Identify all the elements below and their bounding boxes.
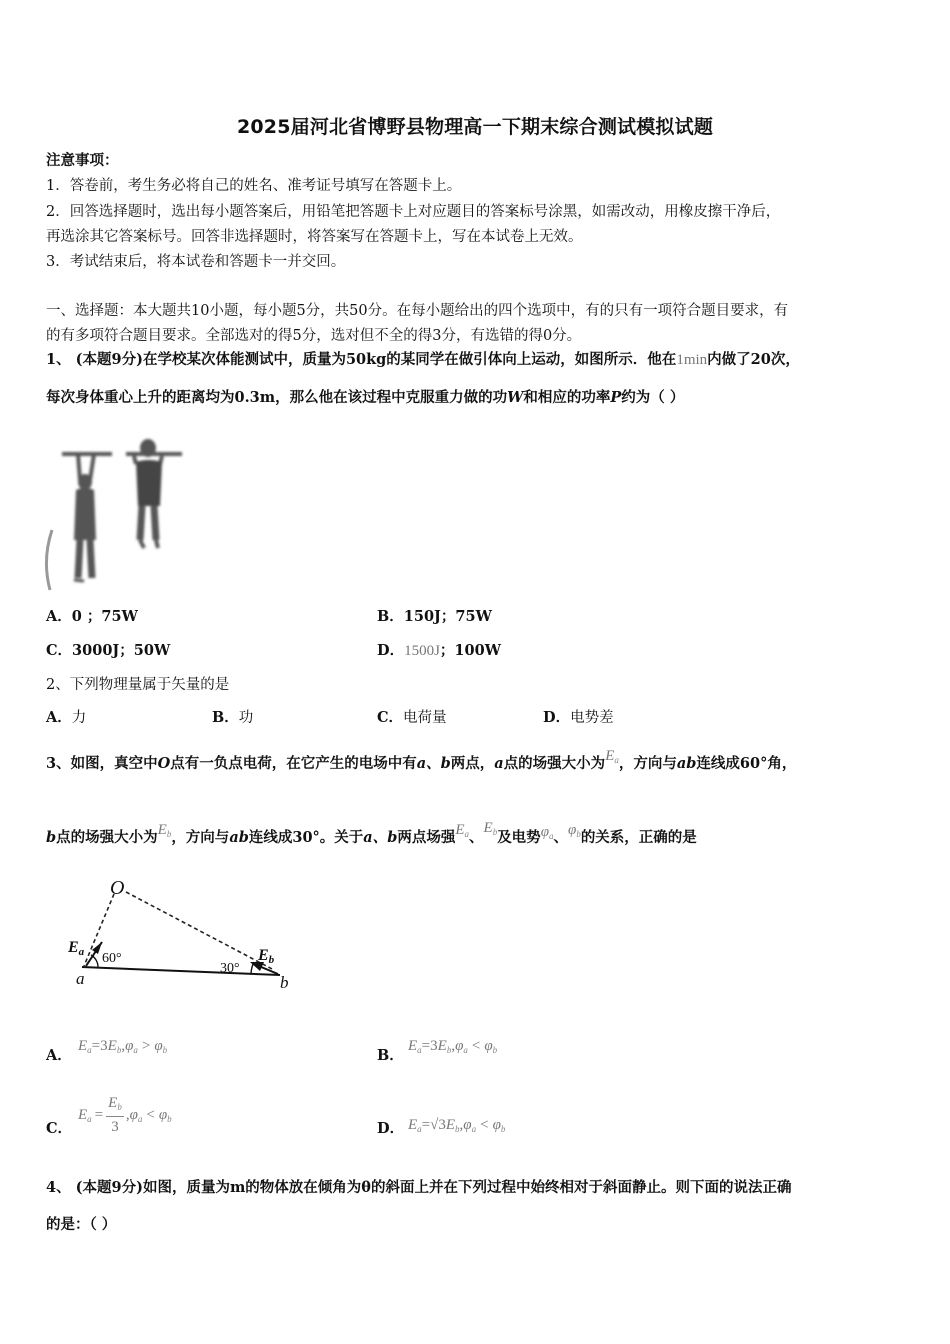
q3-var: ab [229,829,249,846]
dashed-line-ob [126,892,274,970]
q3-text: 连线成60°角， [696,755,797,772]
q1-option-b[interactable] [377,607,492,627]
label-eb: Eb [258,947,275,966]
notice-item: 1．答卷前，考生务必将自己的姓名、准考证号填写在答题卡上。 [46,178,462,194]
q3-text: 及电势 [497,829,541,846]
label-ea: Ea [68,939,85,958]
q3-option-d-label[interactable]: D． [377,1120,405,1137]
option-label: C． [377,709,404,726]
section-instructions: 的有多项符合题目要求。全部选对的得5分，选对但不全的得3分，有选错的得0分。 [46,328,582,344]
pull-up-figure [44,430,194,595]
q1-text: 内做了20次， [707,351,800,368]
q3-text: 连线成30°。关于 [248,829,364,846]
notice-heading: 注意事项： [46,152,119,169]
q2-option-c[interactable] [377,708,447,728]
notice-item: 3．考试结束后，将本试卷和答题卡一并交回。 [46,254,346,270]
notice-item: 2．回答选择题时，选出每小题答案后，用铅笔把答题卡上对应题目的答案标号涂黑，如需改动，用橡皮擦干净后， [46,204,781,220]
q3-text: 3、如图，真空中 [46,755,158,772]
arrowhead-ea [92,942,102,954]
question-4-stem: 4、 (本题9分)如图，质量为m的物体放在倾角为θ的斜面上并在下列过程中始终相对于斜面静止。则下面的说法正确 [46,1179,792,1196]
question-1-stem [46,350,800,370]
option-label: D． [543,709,571,726]
q2-option-d[interactable] [543,708,614,728]
q1-text: 1、 (本题9分)在学校某次体能测试中，质量为50kg的某同学在做引体向上运动，如图所示．他在 [46,351,677,368]
q1-time: 1min [676,352,708,368]
q1-text: 和相应的功率 [523,389,611,406]
option-label: C． [46,642,73,659]
q3-text: 点的场强大小为 [56,829,158,846]
option-text: 3000J；50W [72,642,171,659]
q3-option-a-label[interactable]: A． [46,1047,72,1064]
q3-eb-symbol: $E_b$ [157,822,172,839]
q3-option-d-formula: $E_a=√3E_b,\varphi_a < \varphi_b$ [408,1117,506,1134]
q3-text: 、 [553,829,568,846]
question-3-stem [46,748,797,778]
q1-option-d[interactable] [377,641,501,661]
option-text: 电荷量 [403,710,447,726]
q3-text: 的关系，正确的是 [580,829,697,846]
option-label: D． [377,642,405,659]
q3-text: ，方向与 [171,829,230,846]
q3-option-a-formula: $E_a=3E_b,\varphi_a > \varphi_b$ [78,1038,168,1055]
q1-var-p: P [610,389,622,406]
q3-option-b-formula: $E_a=3E_b,\varphi_a < \varphi_b$ [408,1038,498,1055]
label-o: O [110,877,125,899]
q3-field-diagram [46,872,296,997]
label-a: a [76,969,85,988]
notice-item: 再选涂其它答案标号。回答非选择题时，将答案写在答题卡上，写在本试卷上无效。 [46,229,583,245]
label-angle-30: 30° [220,961,240,976]
q3-eb-symbol: $E_b$ [483,820,498,837]
line-ab [82,967,280,975]
q3-text: 、 [469,829,484,846]
q3-text: ，方向与 [618,755,677,772]
q3-text: 点有一负点电荷，在它产生的电场中有 [170,755,417,772]
section-instructions: 一、选择题：本大题共10小题，每小题5分，共50分。在每小题给出的四个选项中，有的只有一项符合题目要求，有 [46,303,789,319]
label-angle-60: 60° [102,951,122,966]
q3-var: ab [676,755,697,772]
q3-var: a [494,755,504,772]
option-math: 1500J [404,643,440,659]
q1-option-c[interactable] [46,641,170,661]
q3-option-c-formula: $E_a$ = $\frac{E_b}{3}$ , $\varphi_a$ < $\varphi_b$ [78,1095,172,1135]
q3-text: 两点场强 [397,829,456,846]
question-1-stem-2 [46,388,684,408]
option-label: A． [46,709,72,726]
q3-var: a、b [416,755,451,772]
option-label: A． [46,608,72,625]
angle-arc-b [251,962,254,974]
option-text: ；100W [439,642,501,659]
q2-option-b[interactable] [212,708,253,728]
q2-option-a[interactable] [46,708,86,728]
q1-text: 每次身体重心上升的距离均为0.3m，那么他在该过程中克服重力做的功 [46,389,508,406]
q3-text: 两点， [450,755,495,772]
option-label: B． [212,709,239,726]
question-4-stem-2: 的是：（ ） [46,1216,117,1233]
option-text: 0 ；75W [71,608,138,625]
q3-ea-symbol: $E_a$ [605,748,619,765]
q3-option-b-label[interactable]: B． [377,1047,404,1064]
q3-phia-symbol: $\varphi_a$ [540,824,554,841]
q3-text: 点的场强大小为 [503,755,606,772]
page-title: 2025届河北省博野县物理高一下期末综合测试模拟试题 [236,116,714,138]
question-3-stem-2 [46,820,697,852]
q3-var: O [157,755,171,772]
q1-text: 约为（ ） [621,389,685,406]
q3-option-c-label[interactable]: C． [46,1120,73,1137]
option-text: 功 [238,710,254,726]
q3-var: a、b [363,829,398,846]
option-text: 力 [71,710,87,726]
question-2-stem: 2、下列物理量属于矢量的是 [46,677,230,693]
q1-option-a[interactable] [46,607,138,627]
label-b: b [280,973,289,992]
q1-var-w: W [507,389,524,406]
option-text: 150J；75W [403,608,492,625]
option-label: B． [377,608,404,625]
q3-ea-symbol: $E_a$ [455,822,470,839]
option-text: 电势差 [570,710,614,726]
q3-var: b [46,829,57,846]
q3-phib-symbol: $\varphi_b$ [568,822,581,839]
